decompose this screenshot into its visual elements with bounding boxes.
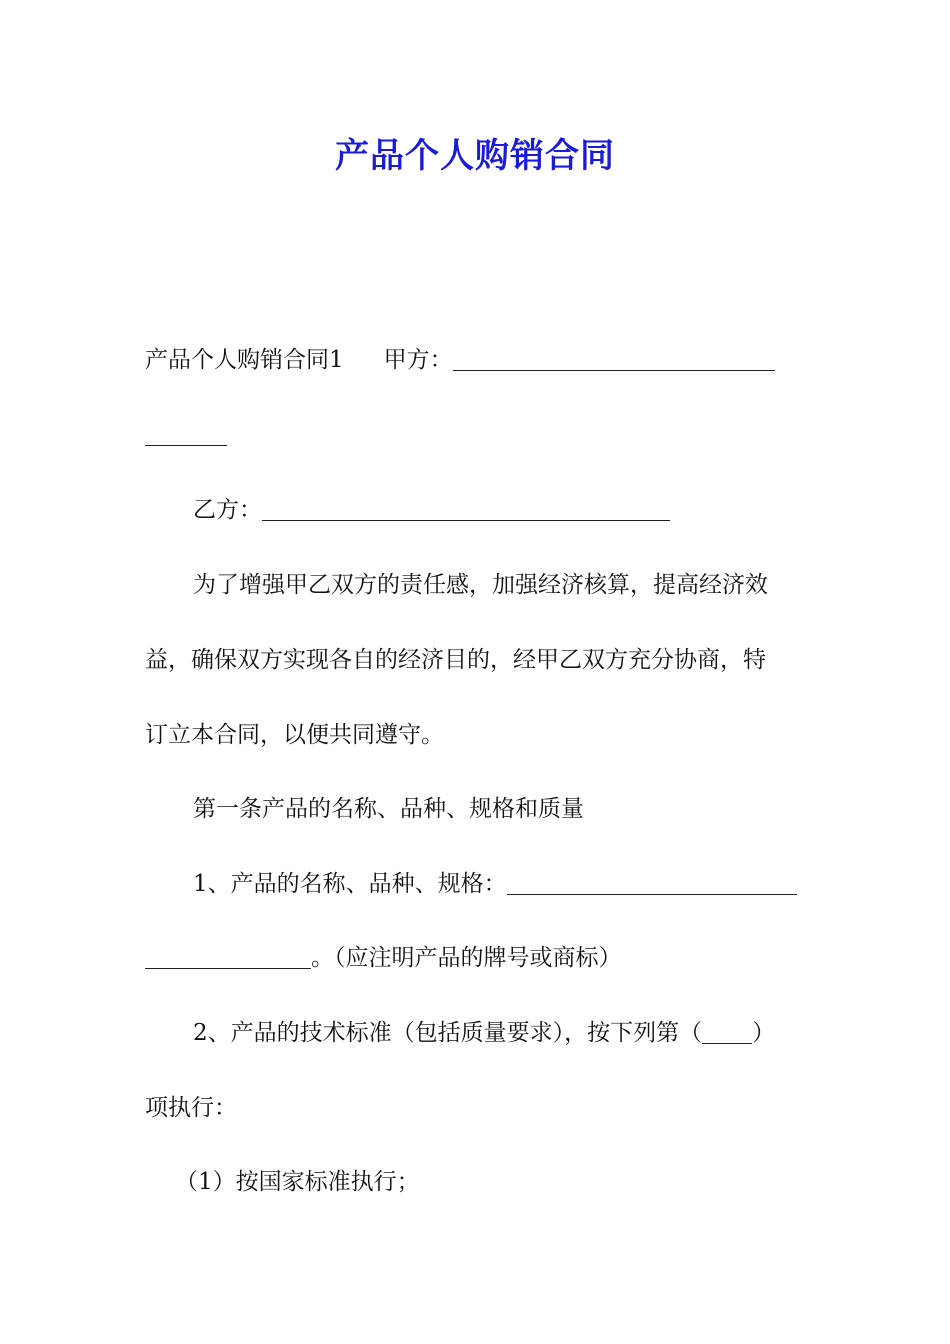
party-a-blank <box>453 348 775 371</box>
document-title: 产品个人购销合同 <box>335 136 615 176</box>
preamble-line-1: 为了增强甲乙双方的责任感，加强经济核算，提高经济效 <box>193 572 768 598</box>
item-1-label: 1、产品的名称、品种、规格： <box>193 871 507 897</box>
heading-line <box>145 345 775 375</box>
item-2-choice-blank <box>702 1021 752 1044</box>
subitem-1: （1）按国家标准执行； <box>175 1169 420 1195</box>
preamble-line-3: 订立本合同，以便共同遵守。 <box>145 722 444 748</box>
contract-name: 产品个人购销合同1 <box>145 347 344 373</box>
party-a-label: 甲方： <box>383 347 453 373</box>
party-a-blank-continuation <box>145 420 227 450</box>
item-2-line-2: 项执行： <box>145 1095 237 1121</box>
article-1-title: 第一条产品的名称、品种、规格和质量 <box>193 796 584 822</box>
item-2-line-1 <box>193 1018 775 1048</box>
item-2-prefix: 2、产品的技术标准（包括质量要求），按下列第（ <box>193 1020 703 1046</box>
item-1-line <box>193 869 797 899</box>
item-1-blank <box>507 872 797 895</box>
party-a-blank-end <box>145 423 227 446</box>
item-1-note: 。（应注明产品的牌号或商标） <box>311 945 622 971</box>
party-b-line <box>193 495 670 525</box>
party-b-blank <box>262 498 670 521</box>
item-1-blank-end <box>145 946 311 969</box>
item-1-note-line <box>145 943 622 973</box>
item-2-suffix: ） <box>752 1020 776 1046</box>
preamble-line-2: 益，确保双方实现各自的经济目的，经甲乙双方充分协商，特 <box>145 647 766 673</box>
party-b-label: 乙方： <box>193 497 262 523</box>
